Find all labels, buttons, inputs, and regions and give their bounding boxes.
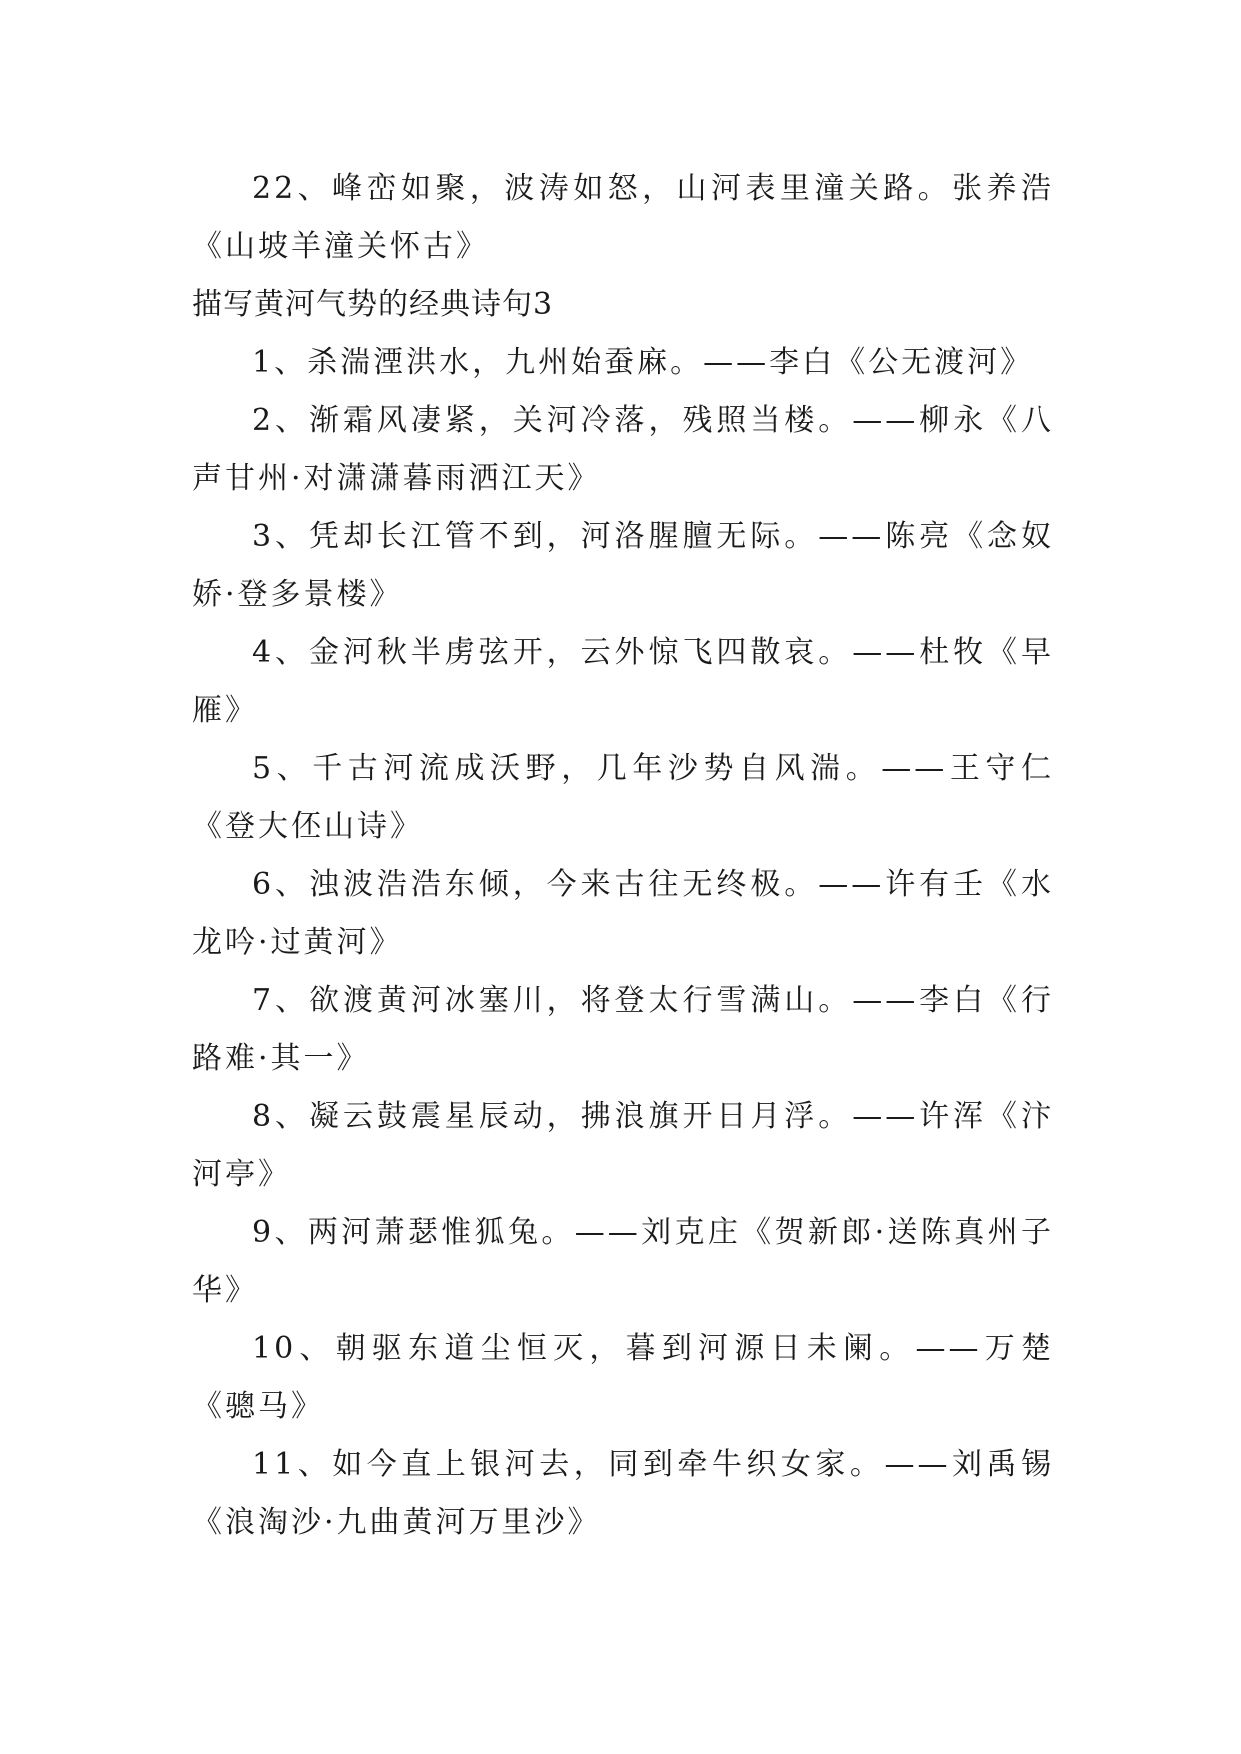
section-heading: 描写黄河气势的经典诗句3 [192, 287, 554, 322]
poem-line-7: 7、欲渡黄河冰塞川，将登太行雪满山。——李白《行路难·其一》 [192, 983, 1054, 1076]
poem-line-3: 3、凭却长江管不到，河洛腥膻无际。——陈亮《念奴娇·登多景楼》 [192, 519, 1054, 612]
poem-line-4: 4、金河秋半虏弦开，云外惊飞四散哀。——杜牧《早雁》 [192, 635, 1054, 728]
poem-line-5: 5、千古河流成沃野，几年沙势自风湍。——王守仁《登大伾山诗》 [192, 751, 1054, 844]
poem-line-11: 11、如今直上银河去，同到牵牛织女家。——刘禹锡《浪淘沙·九曲黄河万里沙》 [192, 1447, 1054, 1540]
poem-line-8: 8、凝云鼓震星辰动，拂浪旗开日月浮。——许浑《汴河亭》 [192, 1099, 1054, 1192]
poem-line-1: 1、杀湍湮洪水，九州始蚕麻。——李白《公无渡河》 [252, 345, 1034, 380]
poem-line-10: 10、朝驱东道尘恒灭，暮到河源日未阑。——万楚《骢马》 [192, 1331, 1054, 1424]
document-body [192, 160, 1054, 1552]
poem-line-2: 2、渐霜风凄紧，关河冷落，残照当楼。——柳永《八声甘州·对潇潇暮雨洒江天》 [192, 403, 1054, 496]
poem-line-9: 9、两河萧瑟惟狐兔。——刘克庄《贺新郎·送陈真州子华》 [192, 1215, 1054, 1308]
poem-line-22: 22、峰峦如聚，波涛如怒，山河表里潼关路。张养浩《山坡羊潼关怀古》 [192, 171, 1054, 264]
poem-line-6: 6、浊波浩浩东倾，今来古往无终极。——许有壬《水龙吟·过黄河》 [192, 867, 1054, 960]
